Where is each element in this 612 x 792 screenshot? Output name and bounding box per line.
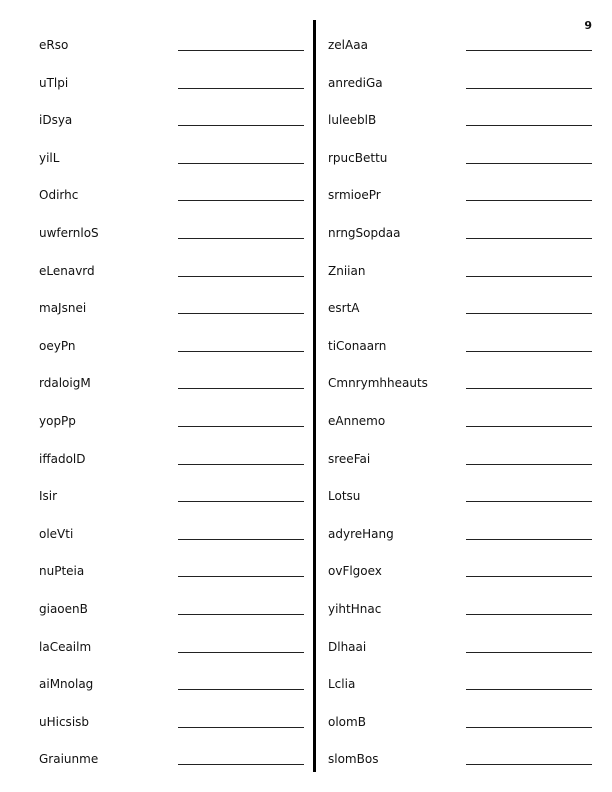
answer-line[interactable] [178, 238, 304, 239]
right-word-row [328, 741, 592, 779]
answer-line[interactable] [466, 313, 592, 314]
scrambled-word: ovFlgoex [328, 564, 382, 579]
right-word-row [328, 328, 592, 366]
answer-line[interactable] [178, 125, 304, 126]
answer-line[interactable] [178, 576, 304, 577]
answer-line[interactable] [466, 388, 592, 389]
answer-line[interactable] [178, 539, 304, 540]
answer-line[interactable] [178, 689, 304, 690]
answer-line[interactable] [178, 614, 304, 615]
answer-line[interactable] [178, 88, 304, 89]
answer-line[interactable] [466, 539, 592, 540]
scrambled-word: iffadolD [39, 451, 86, 466]
right-word-row [328, 27, 592, 65]
left-word-row [39, 365, 304, 403]
scrambled-word: anrediGa [328, 75, 383, 90]
scrambled-word: yopPp [39, 413, 76, 428]
scrambled-word: rpucBettu [328, 150, 388, 165]
answer-line[interactable] [178, 313, 304, 314]
left-word-row [39, 215, 304, 253]
answer-line[interactable] [466, 464, 592, 465]
scrambled-word: laCeailm [39, 639, 92, 654]
column-divider [313, 20, 316, 772]
page-number: 9 [584, 19, 592, 32]
scrambled-word: adyreHang [328, 526, 394, 541]
answer-line[interactable] [178, 727, 304, 728]
right-word-row [328, 516, 592, 554]
left-word-column [39, 27, 304, 779]
answer-line[interactable] [178, 163, 304, 164]
scrambled-word: tiConaarn [328, 338, 387, 353]
right-word-column [328, 27, 592, 779]
scrambled-word: nrngSopdaa [328, 225, 401, 240]
scrambled-word: esrtA [328, 301, 360, 316]
scrambled-word: Lclia [328, 677, 356, 692]
scrambled-word: uwfernloS [39, 225, 99, 240]
answer-line[interactable] [466, 614, 592, 615]
answer-line[interactable] [466, 576, 592, 577]
scrambled-word: uTlpi [39, 75, 69, 90]
answer-line[interactable] [178, 276, 304, 277]
left-word-row [39, 553, 304, 591]
answer-line[interactable] [178, 652, 304, 653]
scrambled-word: iDsya [39, 113, 73, 128]
left-word-row [39, 516, 304, 554]
scrambled-word: sreeFai [328, 451, 371, 466]
left-word-row [39, 253, 304, 291]
right-word-row [328, 441, 592, 479]
scrambled-word: Isir [39, 489, 58, 504]
right-word-row [328, 629, 592, 667]
scrambled-word: giaoenB [39, 601, 88, 616]
scrambled-word: yihtHnac [328, 601, 382, 616]
left-word-row [39, 65, 304, 103]
scrambled-word: aiMnolag [39, 677, 94, 692]
scrambled-word: srmioePr [328, 188, 381, 203]
scrambled-word: Cmnrymhheauts [328, 376, 428, 391]
right-word-row [328, 478, 592, 516]
scrambled-word: rdaloigM [39, 376, 91, 391]
scrambled-word: uHicsisb [39, 714, 90, 729]
right-word-row [328, 290, 592, 328]
scrambled-word: olomB [328, 714, 366, 729]
scrambled-word: yilL [39, 150, 60, 165]
answer-line[interactable] [178, 200, 304, 201]
scrambled-word: luleeblB [328, 113, 377, 128]
scrambled-word: nuPteia [39, 564, 85, 579]
scrambled-word: eAnnemo [328, 413, 386, 428]
right-word-row [328, 140, 592, 178]
answer-line[interactable] [178, 464, 304, 465]
left-word-row [39, 478, 304, 516]
left-word-row [39, 140, 304, 178]
answer-line[interactable] [466, 689, 592, 690]
scrambled-word: slomBos [328, 752, 379, 767]
right-word-row [328, 253, 592, 291]
answer-line[interactable] [466, 276, 592, 277]
right-word-row [328, 666, 592, 704]
scrambled-word: Odirhc [39, 188, 79, 203]
scrambled-word: Dlhaai [328, 639, 367, 654]
answer-line[interactable] [466, 426, 592, 427]
scrambled-word: eRso [39, 38, 69, 52]
left-word-row [39, 741, 304, 779]
answer-line[interactable] [178, 426, 304, 427]
right-word-row [328, 215, 592, 253]
scrambled-word: eLenavrd [39, 263, 95, 278]
left-word-row [39, 328, 304, 366]
answer-line[interactable] [466, 501, 592, 502]
scrambled-word: Lotsu [328, 489, 361, 504]
answer-line[interactable] [466, 727, 592, 728]
left-word-row [39, 403, 304, 441]
scrambled-word: zelAaa [328, 38, 368, 52]
left-word-row [39, 441, 304, 479]
right-word-row [328, 704, 592, 742]
answer-line[interactable] [178, 351, 304, 352]
answer-line[interactable] [178, 50, 304, 51]
answer-line[interactable] [466, 652, 592, 653]
left-word-row [39, 102, 304, 140]
answer-line[interactable] [466, 200, 592, 201]
left-word-row [39, 704, 304, 742]
answer-line[interactable] [466, 50, 592, 51]
answer-line[interactable] [178, 764, 304, 765]
right-word-row [328, 177, 592, 215]
left-word-row [39, 177, 304, 215]
right-word-row [328, 65, 592, 103]
right-word-row [328, 365, 592, 403]
right-word-row [328, 553, 592, 591]
right-word-row [328, 102, 592, 140]
right-word-row [328, 591, 592, 629]
answer-line[interactable] [466, 125, 592, 126]
right-word-row [328, 403, 592, 441]
scrambled-word: Graiunme [39, 752, 99, 767]
left-word-row [39, 290, 304, 328]
left-word-row [39, 27, 304, 65]
scrambled-word: maJsnei [39, 301, 87, 316]
answer-line[interactable] [178, 501, 304, 502]
left-word-row [39, 666, 304, 704]
answer-line[interactable] [466, 351, 592, 352]
answer-line[interactable] [466, 88, 592, 89]
scrambled-word: oleVti [39, 526, 74, 541]
left-word-row [39, 591, 304, 629]
answer-line[interactable] [178, 388, 304, 389]
answer-line[interactable] [466, 764, 592, 765]
scrambled-word: Zniian [328, 263, 366, 278]
answer-line[interactable] [466, 238, 592, 239]
scrambled-word: oeyPn [39, 338, 76, 353]
answer-line[interactable] [466, 163, 592, 164]
left-word-row [39, 629, 304, 667]
